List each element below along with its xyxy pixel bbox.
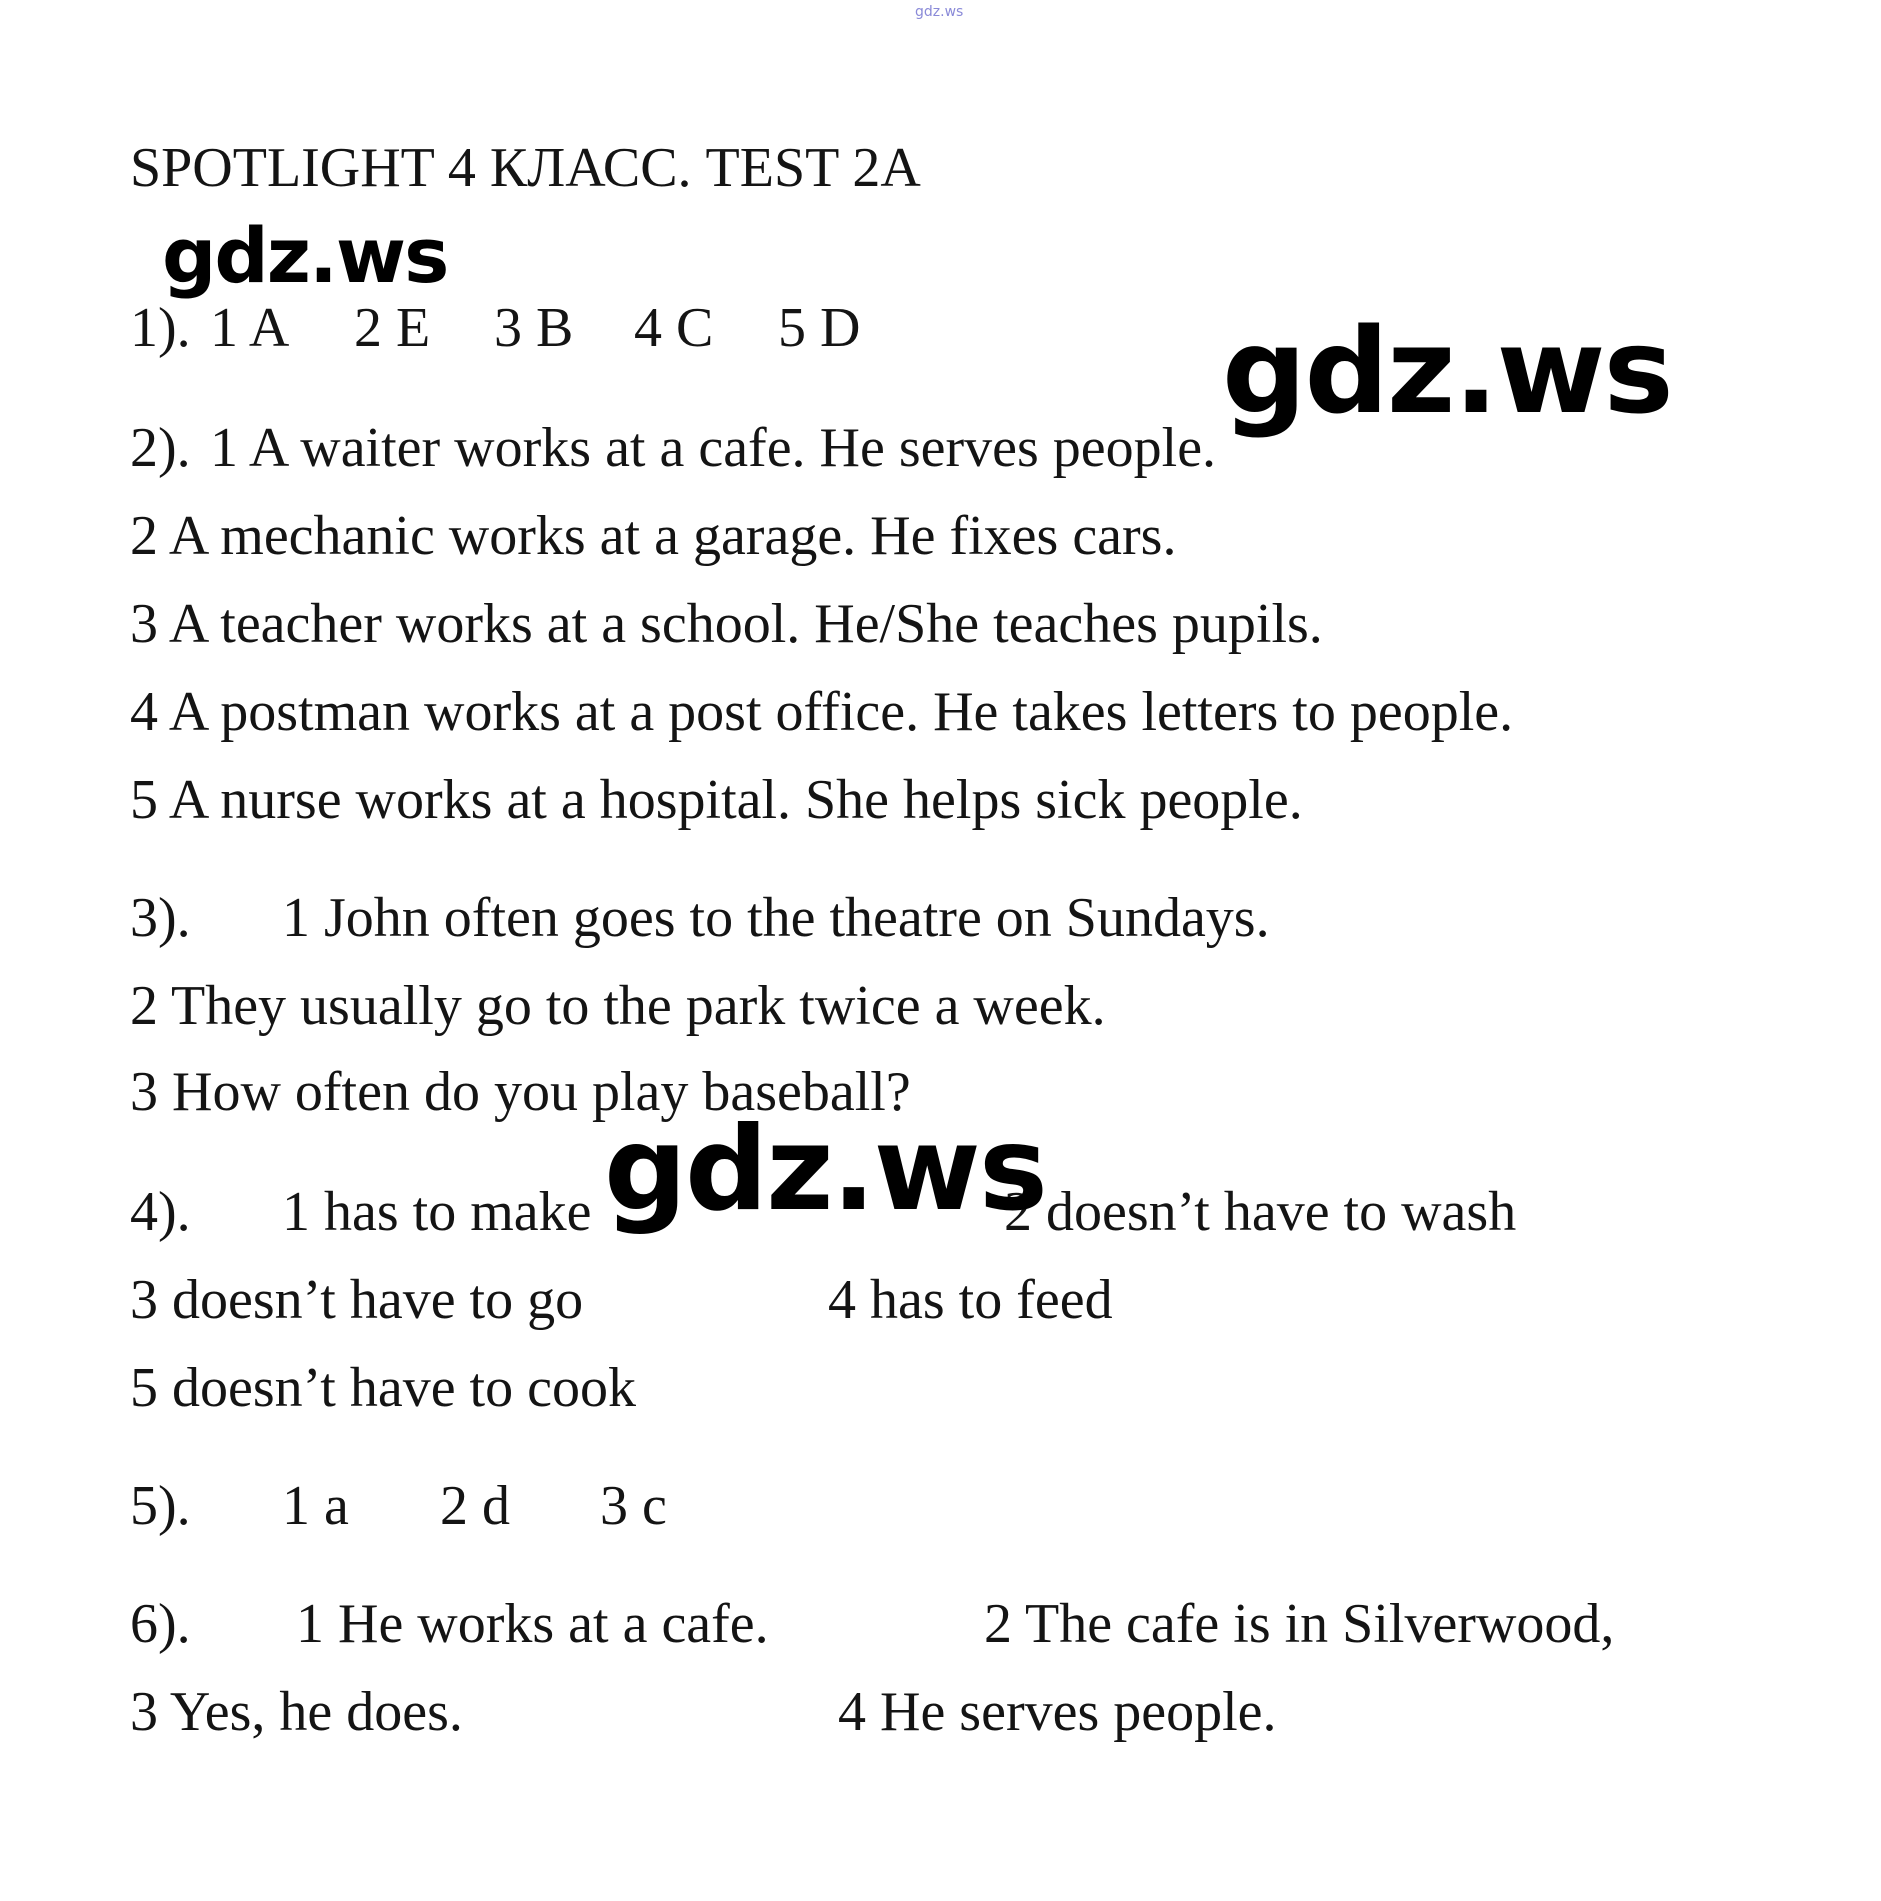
- section-4-answer: 1 has to make: [282, 1181, 592, 1243]
- watermark-gdz: gdz.ws: [162, 211, 448, 300]
- section-4-answer: 2 doesn’t have to wash: [1004, 1181, 1517, 1243]
- section-1-answer: 3 B: [494, 297, 574, 359]
- section-5-answer: 2 d: [440, 1475, 510, 1537]
- section-2-line: 3 A teacher works at a school. He/She teaches pupils.: [130, 593, 1323, 655]
- section-4-answer: 4 has to feed: [828, 1269, 1113, 1331]
- section-1-answer: 1 A: [210, 297, 290, 359]
- section-4-answer: 5 doesn’t have to cook: [130, 1357, 636, 1419]
- section-5-answer: 1 a: [282, 1475, 349, 1537]
- section-3-line: 2 They usually go to the park twice a week.: [130, 975, 1106, 1037]
- section-1-answer: 2 E: [354, 297, 431, 359]
- section-1-answer: 4 C: [634, 297, 714, 359]
- page-title: SPOTLIGHT 4 КЛАСС. TEST 2A: [130, 137, 921, 199]
- section-2-line: 4 A postman works at a post office. He takes letters to people.: [130, 681, 1514, 743]
- section-6-answer: 3 Yes, he does.: [130, 1681, 463, 1743]
- section-6-answer: 1 He works at a cafe.: [296, 1593, 769, 1655]
- section-3-line: 1 John often goes to the theatre on Sundays.: [282, 887, 1270, 949]
- section-4-answer: 3 doesn’t have to go: [130, 1269, 584, 1331]
- section-6-answer: 4 He serves people.: [838, 1681, 1277, 1743]
- section-2-label: 2).: [130, 417, 191, 479]
- watermark-gdz: gdz.ws: [604, 1102, 1046, 1237]
- section-2-line: 1 A waiter works at a cafe. He serves people.: [210, 417, 1217, 479]
- section-5-answer: 3 c: [600, 1475, 667, 1537]
- section-3-line: 3 How often do you play baseball?: [130, 1061, 911, 1123]
- section-3-label: 3).: [130, 887, 191, 949]
- section-2-line: 2 A mechanic works at a garage. He fixes cars.: [130, 505, 1177, 567]
- section-4-label: 4).: [130, 1181, 191, 1243]
- section-6-answer: 2 The cafe is in Silverwood,: [984, 1593, 1615, 1655]
- section-1-label: 1).: [130, 297, 191, 359]
- section-5-label: 5).: [130, 1475, 191, 1537]
- section-1-answer: 5 D: [778, 297, 861, 359]
- watermark-gdz: gdz.ws: [1222, 302, 1672, 440]
- section-6-label: 6).: [130, 1593, 191, 1655]
- section-2-line: 5 A nurse works at a hospital. She helps sick people.: [130, 769, 1303, 831]
- header-site-tag: gdz.ws: [915, 4, 964, 20]
